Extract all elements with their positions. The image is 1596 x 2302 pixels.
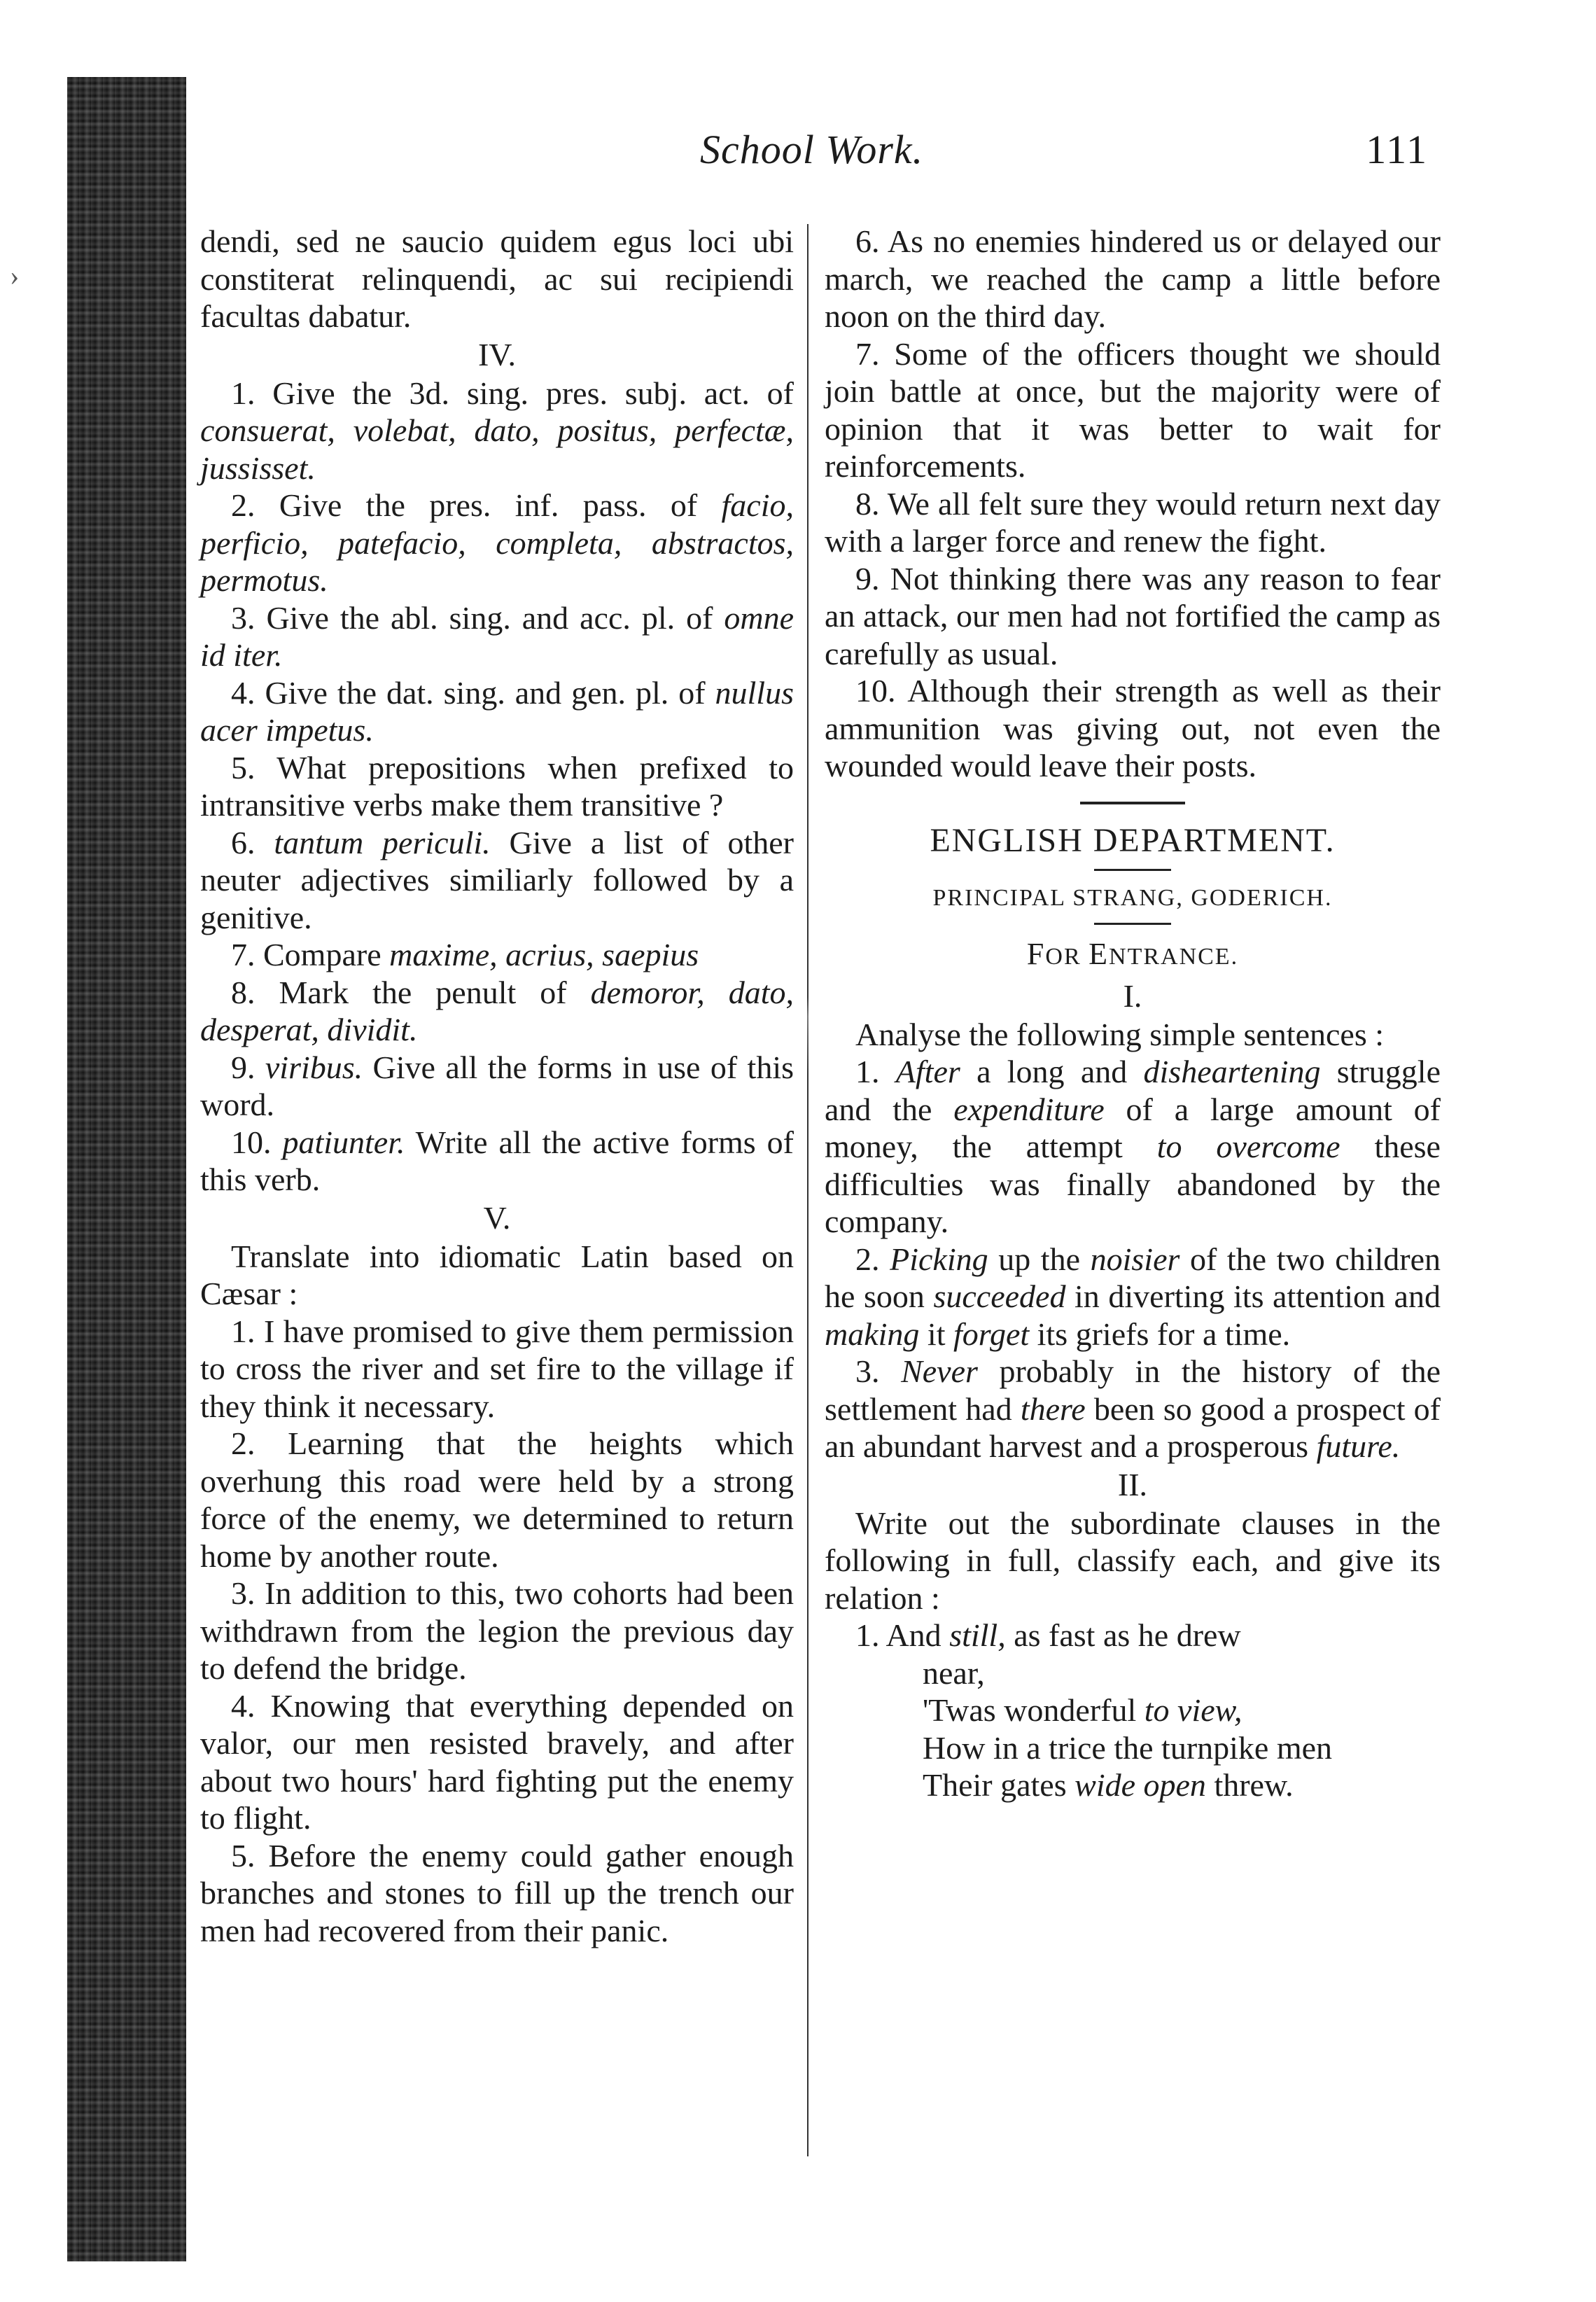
italic-text: future. (1316, 1428, 1401, 1464)
text-run: 3. (855, 1353, 902, 1389)
text-run: V. (483, 1199, 511, 1236)
paragraph (200, 1575, 794, 1687)
paragraph (825, 1016, 1441, 1054)
section-numeral (825, 1465, 1441, 1505)
paragraph (825, 1505, 1441, 1617)
text-run: 7. Some of the officers thought we should join battle at once, but the majority were of opinion that it was better to wait for reinforcements. (825, 335, 1441, 484)
verse-block (825, 1617, 1441, 1804)
italic-text: tantum periculi. (274, 824, 491, 860)
text-run: IV. (477, 336, 517, 372)
text-run: 1. And (855, 1617, 950, 1653)
text-run: 5. What prepositions when prefixed to intransitive verbs make them transitive ? (200, 749, 794, 823)
text-run: of a large amount of money, the attempt (825, 1091, 1441, 1164)
italic-text: viribus. (265, 1049, 363, 1085)
paragraph (200, 749, 794, 824)
italic-text: expenditure (953, 1091, 1105, 1127)
verse-line (825, 1729, 1441, 1767)
italic-text: patiunter. (282, 1124, 405, 1160)
text-run: 7. Compare (231, 937, 390, 972)
text-run: of the two children he soon (825, 1241, 1441, 1314)
paragraph (200, 1687, 794, 1837)
text-run: a long and (960, 1054, 1144, 1089)
italic-text: After (895, 1054, 960, 1089)
text-run: 1. Give the 3d. sing. pres. subj. act. of (231, 375, 794, 411)
italic-text: still, (949, 1617, 1006, 1653)
short-rule (1094, 869, 1171, 871)
text-run: 1. I have promised to give them permission to cross the river and set fire to the village if they think it necessary. (200, 1313, 794, 1424)
text-run: 8. We all felt sure they would return next day with a larger force and renew the fight. (825, 485, 1441, 559)
text-run: E (1088, 936, 1110, 971)
paragraph (200, 487, 794, 599)
text-run: as fast as he drew (1005, 1617, 1241, 1653)
text-run: Their gates (923, 1767, 1075, 1803)
text-run: up the (988, 1241, 1091, 1277)
paragraph (200, 1124, 794, 1199)
text-run: Analyse the following simple sentences : (855, 1016, 1385, 1052)
verse-line (825, 1691, 1441, 1729)
paragraph (825, 1053, 1441, 1241)
italic-text: Picking (890, 1241, 988, 1277)
text-run: How in a trice the turnpike men (923, 1729, 1333, 1766)
text-run: 'Twas wonderful (923, 1692, 1144, 1728)
paragraph (825, 335, 1441, 485)
text-run: Give a list of other neuter adjectives similiarly followed by a genitive. (200, 824, 794, 935)
italic-text: noisier (1090, 1241, 1180, 1277)
section-numeral (825, 977, 1441, 1016)
text-run: 9. (231, 1049, 265, 1085)
text-run: I. (1123, 977, 1142, 1014)
binding-edge (67, 77, 186, 2261)
margin-mark: › (10, 260, 20, 291)
text-run: 9. Not thinking there was any reason to fear an attack, our men had not fortified the camp as carefully as usual. (825, 560, 1441, 671)
italic-text: demoror, dato, desperat, dividit. (200, 974, 794, 1047)
section-numeral (200, 335, 794, 375)
text-run: Write out the subordinate clauses in the following in full, classify each, and give its relation : (825, 1505, 1441, 1616)
text-run: 3. In addition to this, two cohorts had been withdrawn from the legion the previous day to defend the bridge. (200, 1575, 794, 1686)
paragraph (825, 1353, 1441, 1465)
italic-text: nullus acer impetus. (200, 674, 794, 748)
italic-text: forget (953, 1316, 1030, 1352)
text-run: 10. (231, 1124, 283, 1160)
small-caps-text: NTRANCE. (1109, 943, 1239, 970)
paragraph (200, 1049, 794, 1124)
paragraph (200, 375, 794, 487)
verse-line (825, 1654, 1441, 1692)
italic-text: wide open (1074, 1767, 1206, 1803)
text-run: 8. Mark the penult of (231, 974, 591, 1010)
italic-text: Never (901, 1353, 978, 1389)
paragraph (825, 223, 1441, 335)
text-run: probably in the history of the settlement had (825, 1353, 1441, 1427)
text-run: 1. (855, 1054, 896, 1089)
text-run: Give all the forms in use of this word. (200, 1049, 794, 1122)
italic-text: disheartening (1143, 1054, 1321, 1089)
short-rule (1094, 923, 1171, 925)
text-run: Write all the active forms of this verb. (200, 1124, 794, 1197)
paragraph (200, 1425, 794, 1575)
italic-text: maxime, acrius, saepius (389, 937, 699, 972)
text-run: its griefs for a time. (1029, 1316, 1291, 1352)
text-run: ENGLISH DEPARTMENT. (930, 821, 1336, 859)
text-run: 2. Learning that the heights which overhung this road were held by a strong force of the enemy, we determined to return home by another route. (200, 1425, 794, 1574)
paragraph (200, 1837, 794, 1950)
text-run: Translate into idiomatic Latin based on Cæsar : (200, 1238, 794, 1311)
text-run: 4. Knowing that everything depended on valor, our men resisted bravely, and after about two hours' hard fighting put the enemy to flight. (200, 1687, 794, 1836)
text-run: F (1026, 936, 1046, 971)
paragraph (825, 560, 1441, 673)
text-run: in diverting its attention and (1065, 1278, 1441, 1314)
text-run: PRINCIPAL STRANG, GODERICH. (932, 884, 1333, 911)
text-run: 2. Give the pres. inf. pass. of (231, 487, 722, 523)
italic-text: making (825, 1316, 920, 1352)
paragraph (200, 824, 794, 937)
italic-text: to view, (1144, 1692, 1242, 1728)
right-column (825, 223, 1441, 1804)
italic-text: omne id iter. (200, 599, 794, 673)
text-run: 6. As no enemies hindered us or delayed our march, we reached the camp a little before noon on the third day. (825, 223, 1441, 334)
left-column (200, 223, 794, 1949)
column-divider (807, 224, 808, 2156)
section-numeral (200, 1199, 794, 1238)
verse-line (825, 1766, 1441, 1804)
text-run: these difficulties was finally abandoned by the company. (825, 1129, 1441, 1239)
page-number: 111 (1366, 127, 1428, 172)
text-run: 4. Give the dat. sing. and gen. pl. of (231, 674, 715, 711)
text-run: threw. (1205, 1767, 1294, 1803)
verse-line (825, 1617, 1441, 1654)
text-run: near, (923, 1654, 985, 1691)
paragraph (825, 1241, 1441, 1353)
text-run: 5. Before the enemy could gather enough branches and stones to fill up the trench our men had recovered from their panic. (200, 1837, 794, 1948)
running-title: School Work. (700, 127, 924, 172)
paragraph (825, 672, 1441, 785)
paragraph (200, 223, 794, 335)
text-run: dendi, sed ne saucio quidem egus loci ubi constiterat relinquendi, ac sui recipiendi facultas dabatur. (200, 223, 794, 334)
italic-text: to overcome (1156, 1129, 1340, 1164)
exam-heading (825, 935, 1441, 977)
text-run: 10. Although their strength as well as their ammunition was giving out, not even the wounded would leave their posts. (825, 673, 1441, 783)
paragraph (200, 974, 794, 1049)
italic-text: facio, perficio, patefacio, completa, abstractos, permotus. (200, 487, 794, 598)
paragraph (200, 1238, 794, 1313)
italic-text: succeeded (933, 1278, 1066, 1314)
paragraph (200, 599, 794, 674)
italic-text: there (1020, 1390, 1086, 1427)
section-rule (1080, 802, 1185, 804)
department-subheading (825, 881, 1441, 916)
paragraph (200, 936, 794, 974)
italic-text: consuerat, volebat, dato, positus, perfectæ, jussisset. (200, 412, 794, 486)
paragraph (200, 1313, 794, 1425)
page-header (196, 126, 1428, 189)
small-caps-text: OR (1045, 943, 1089, 970)
department-heading (825, 820, 1441, 862)
text-run: been so good a prospect of an abundant harvest and a prosperous (825, 1390, 1441, 1464)
text-run: it (919, 1316, 953, 1352)
text-run: 2. (855, 1241, 890, 1277)
paragraph (825, 485, 1441, 560)
text-run: II. (1117, 1466, 1148, 1502)
text-run: 3. Give the abl. sing. and acc. pl. of (231, 599, 724, 636)
paragraph (200, 674, 794, 749)
text-run: 6. (231, 824, 274, 860)
text-run: struggle and the (825, 1054, 1441, 1127)
